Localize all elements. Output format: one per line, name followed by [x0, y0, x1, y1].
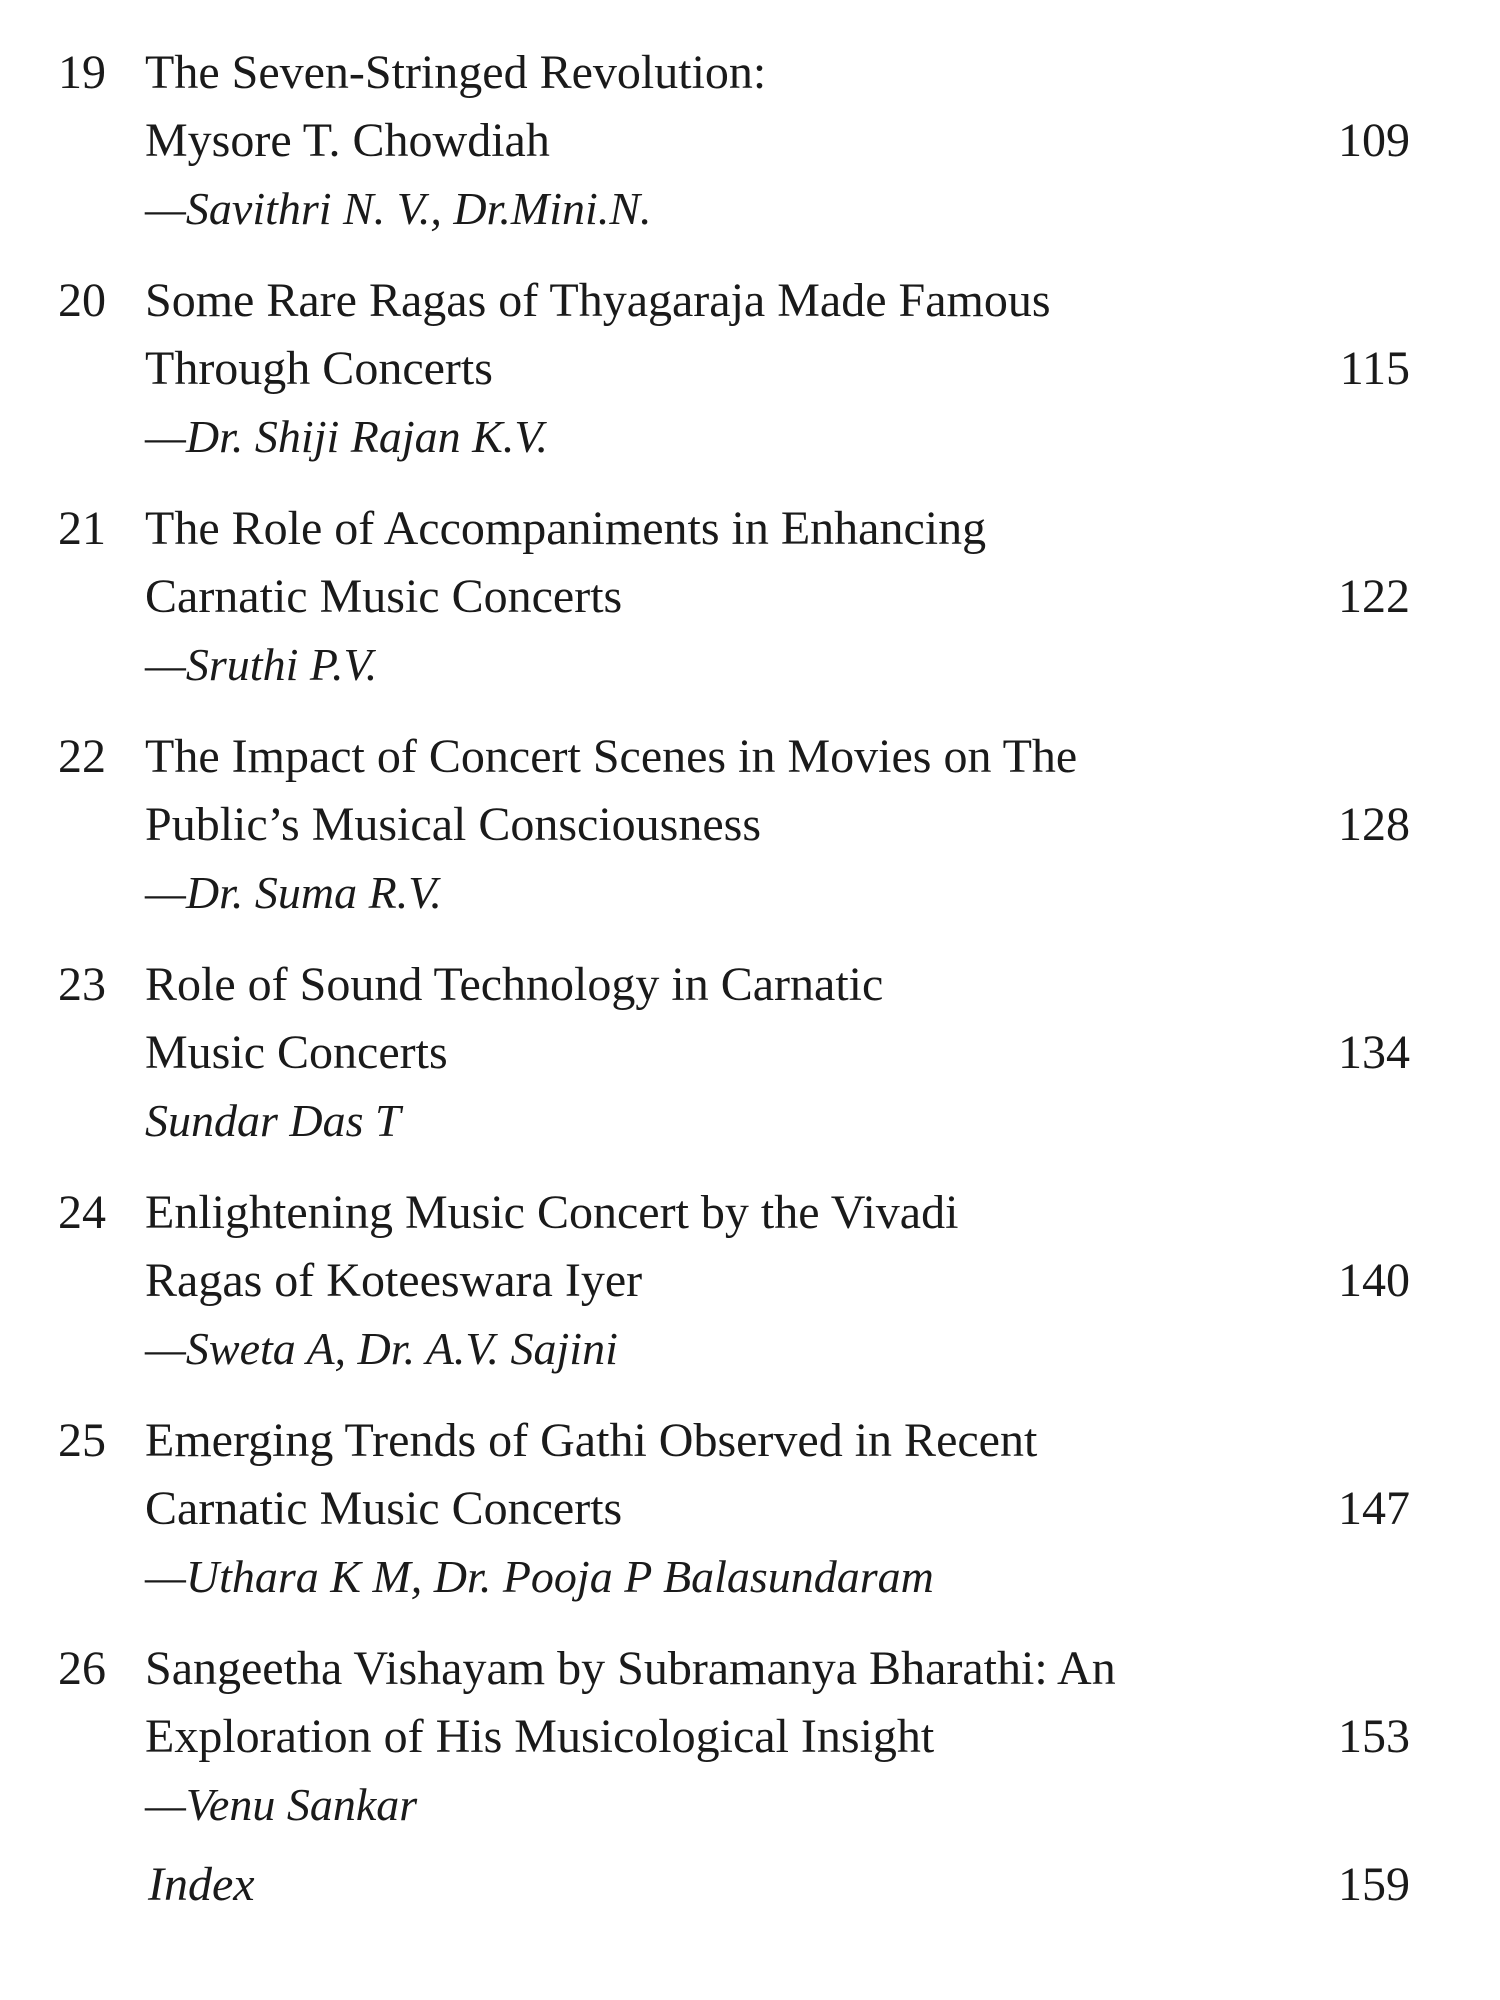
entry-author: —Dr. Shiji Rajan K.V. — [145, 411, 548, 462]
entry-page-number: 122 — [1338, 570, 1410, 623]
entry-number: 19 — [58, 46, 106, 99]
entry-title-line-2: Carnatic Music Concerts — [145, 1482, 623, 1535]
entry-page-number: 109 — [1338, 114, 1410, 167]
entry-title-line-1: The Impact of Concert Scenes in Movies on The — [145, 730, 1078, 783]
entry-number: 26 — [58, 1642, 106, 1695]
entry-title-line-2: Public’s Musical Consciousness — [145, 798, 762, 851]
entry-author: —Sweta A, Dr. A.V. Sajini — [145, 1323, 618, 1374]
index-page-number: 159 — [1338, 1858, 1410, 1911]
entry-title-line-2: Music Concerts — [145, 1026, 448, 1079]
entry-author: —Savithri N. V., Dr.Mini.N. — [145, 183, 652, 234]
entry-title-line-2: Carnatic Music Concerts — [145, 570, 623, 623]
entry-title-line-1: Enlightening Music Concert by the Vivadi — [145, 1186, 959, 1239]
entry-page-number: 140 — [1338, 1254, 1410, 1307]
entry-number: 20 — [58, 274, 106, 327]
index-label: Index — [148, 1858, 255, 1911]
entry-title-line-1: The Seven-Stringed Revolution: — [145, 46, 767, 99]
entry-number: 23 — [58, 958, 106, 1011]
entry-title-line-1: Some Rare Ragas of Thyagaraja Made Famous — [145, 274, 1051, 327]
entry-title-line-2: Exploration of His Musicological Insight — [145, 1710, 935, 1763]
entry-title-line-2: Ragas of Koteeswara Iyer — [145, 1254, 643, 1307]
entry-author: —Uthara K M, Dr. Pooja P Balasundaram — [145, 1551, 934, 1602]
entry-page-number: 134 — [1338, 1026, 1410, 1079]
entry-author: —Sruthi P.V. — [145, 639, 378, 690]
entry-number: 21 — [58, 502, 106, 555]
entry-title-line-1: Sangeetha Vishayam by Subramanya Bharathi: An — [145, 1642, 1116, 1695]
entry-title-line-1: Role of Sound Technology in Carnatic — [145, 958, 884, 1011]
entry-number: 22 — [58, 730, 106, 783]
entry-page-number: 147 — [1338, 1482, 1410, 1535]
entry-title-line-1: The Role of Accompaniments in Enhancing — [145, 502, 987, 555]
entry-page-number: 115 — [1339, 342, 1410, 395]
entry-page-number: 128 — [1338, 798, 1410, 851]
entry-author: —Venu Sankar — [145, 1779, 418, 1830]
entry-title-line-2: Mysore T. Chowdiah — [145, 114, 550, 167]
entry-number: 25 — [58, 1414, 106, 1467]
entry-title-line-2: Through Concerts — [145, 342, 493, 395]
entry-author: —Dr. Suma R.V. — [145, 867, 442, 918]
entry-page-number: 153 — [1338, 1710, 1410, 1763]
entry-title-line-1: Emerging Trends of Gathi Observed in Recent — [145, 1414, 1038, 1467]
entry-author: Sundar Das T — [145, 1095, 401, 1146]
entry-number: 24 — [58, 1186, 106, 1239]
